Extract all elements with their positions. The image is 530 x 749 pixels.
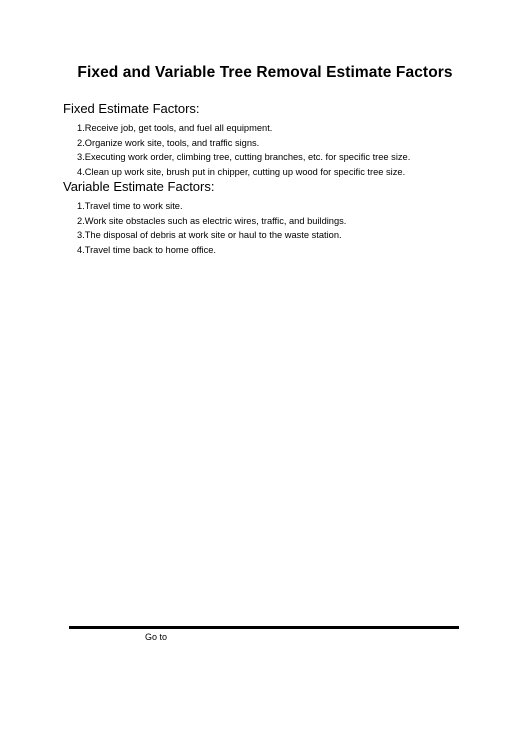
variable-factors-list <box>63 199 503 257</box>
section-heading: Fixed Estimate Factors: <box>63 101 200 116</box>
list-item: 4.Clean up work site, brush put in chipper, cutting up wood for specific tree size. <box>77 166 406 177</box>
list-item: 1.Receive job, get tools, and fuel all equipment. <box>77 123 273 133</box>
page-title: Fixed and Variable Tree Removal Estimate Factors <box>77 64 453 81</box>
list-item: 4.Travel time back to home office. <box>77 244 216 255</box>
variable-factors-section <box>63 179 503 257</box>
list-item: 1.Travel time to work site. <box>77 201 183 211</box>
go-to-link[interactable]: Go to <box>145 632 168 642</box>
fixed-factors-section <box>63 101 503 179</box>
list-item: 3.The disposal of debris at work site or haul to the waste station. <box>77 230 342 240</box>
list-item: 2.Work site obstacles such as electric wires, traffic, and buildings. <box>77 215 347 226</box>
list-item: 3.Executing work order, climbing tree, cutting branches, etc. for specific tree size. <box>77 152 411 162</box>
section-heading: Variable Estimate Factors: <box>63 179 215 194</box>
list-item: 2.Organize work site, tools, and traffic signs. <box>77 137 260 148</box>
fixed-factors-list <box>63 121 503 179</box>
footer-divider <box>69 626 459 629</box>
